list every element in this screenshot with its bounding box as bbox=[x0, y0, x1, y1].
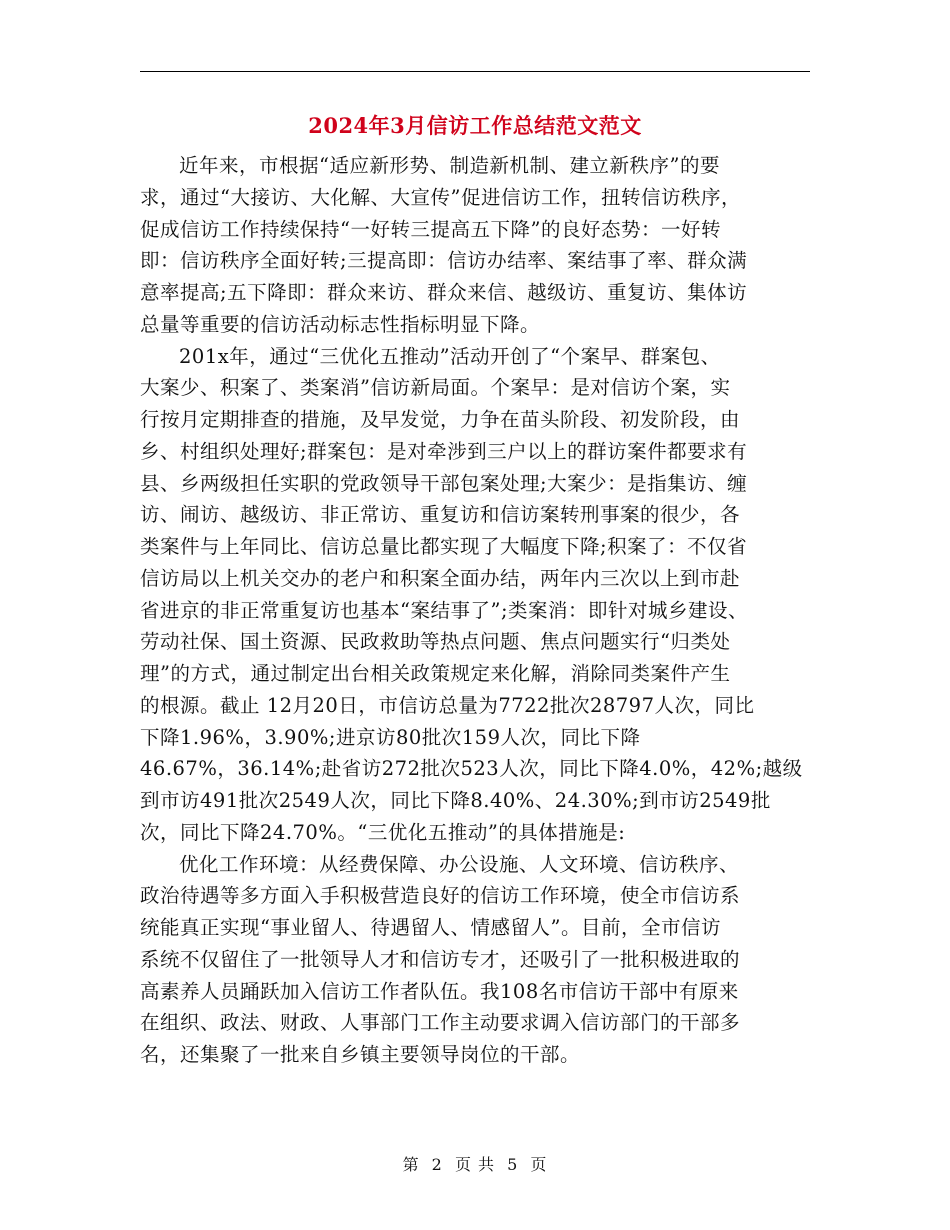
body-line: 统能真正实现“事业留人、待遇留人、情感留人”。目前，全市信访 bbox=[140, 916, 721, 939]
body-line: 行按月定期排查的措施，及早发觉，力争在苗头阶段、初发阶段，由 bbox=[140, 408, 741, 431]
body-line: 求，通过“大接访、大化解、大宣传”促进信访工作，扭转信访秩序， bbox=[140, 185, 741, 209]
footer-page-number: 2 bbox=[431, 1155, 443, 1174]
body-line: 访、闹访、越级访、非正常访、重复访和信访案转刑事案的很少，各 bbox=[140, 503, 741, 527]
body-line: 信访局以上机关交办的老户和积案全面办结，两年内三次以上到市赴 bbox=[140, 566, 741, 590]
body-line: 类案件与上年同比、信访总量比都实现了大幅度下降;积案了：不仅省 bbox=[140, 535, 748, 558]
body-line: 近年来，市根据“适应新形势、制造新机制、建立新秩序”的要 bbox=[179, 154, 720, 177]
body-line: 意率提高;五下降即：群众来访、群众来信、越级访、重复访、集体访 bbox=[140, 281, 748, 304]
footer-total-pages: 5 bbox=[507, 1155, 519, 1174]
body-line: 次，同比下降24.70%。“三优化五推动”的具体措施是: bbox=[140, 820, 626, 844]
document-title: 2024年3月信访工作总结范文范文 bbox=[308, 113, 642, 138]
document-body bbox=[140, 150, 820, 1071]
body-line: 优化工作环境：从经费保障、办公设施、人文环境、信访秩序、 bbox=[179, 852, 740, 876]
body-line: 政治待遇等多方面入手积极营造良好的信访工作环境，使全市信访系 bbox=[140, 884, 741, 908]
body-line: 系统不仅留住了一批领导人才和信访专才，还吸引了一批积极进取的 bbox=[140, 947, 741, 971]
footer-prefix: 第 bbox=[402, 1155, 420, 1174]
body-line: 劳动社保、国土资源、民政救助等热点问题、焦点问题实行“归类处 bbox=[140, 630, 731, 654]
body-line: 即：信访秩序全面好转;三提高即：信访办结率、案结事了率、群众满 bbox=[140, 249, 748, 273]
page-footer bbox=[0, 1152, 950, 1175]
body-line: 到市访491批次2549人次，同比下降8.40%、24.30%;到市访2549批 bbox=[140, 789, 771, 812]
body-line: 201x年，通过“三优化五推动”活动开创了“个案早、群案包、 bbox=[179, 344, 721, 368]
body-line: 高素养人员踊跃加入信访工作者队伍。我108名市信访干部中有原来 bbox=[140, 979, 739, 1003]
body-line: 在组织、政法、财政、人事部门工作主动要求调入信访部门的干部多 bbox=[140, 1011, 741, 1035]
footer-suffix: 页 bbox=[530, 1155, 548, 1174]
body-line: 县、乡两级担任实职的党政领导干部包案处理;大案少：是指集访、缠 bbox=[140, 471, 748, 495]
body-line: 46.67%，36.14%;赴省访272批次523人次，同比下降4.0%，42%;越级 bbox=[140, 757, 803, 781]
body-line: 下降1.96%，3.90%;进京访80批次159人次，同比下降 bbox=[140, 725, 641, 749]
body-line: 的根源。截止 12月20日，市信访总量为7722批次28797人次，同比 bbox=[140, 693, 755, 717]
body-line: 省进京的非正常重复访也基本“案结事了”;类案消：即针对城乡建设、 bbox=[140, 598, 749, 622]
body-line: 名，还集聚了一批来自乡镇主要领导岗位的干部。 bbox=[140, 1043, 581, 1066]
body-line: 促成信访工作持续保持“一好转三提高五下降”的良好态势：一好转 bbox=[140, 217, 721, 241]
footer-middle: 页 共 bbox=[454, 1155, 496, 1174]
header-rule bbox=[140, 71, 810, 72]
body-line: 大案少、积案了、类案消”信访新局面。个案早：是对信访个案，实 bbox=[140, 376, 731, 400]
body-line: 理”的方式，通过制定出台相关政策规定来化解，消除同类案件产生 bbox=[140, 662, 731, 685]
body-line: 乡、村组织处理好;群案包：是对牵涉到三户以上的群访案件都要求有 bbox=[140, 439, 748, 463]
body-line: 总量等重要的信访活动标志性指标明显下降。 bbox=[140, 312, 541, 336]
